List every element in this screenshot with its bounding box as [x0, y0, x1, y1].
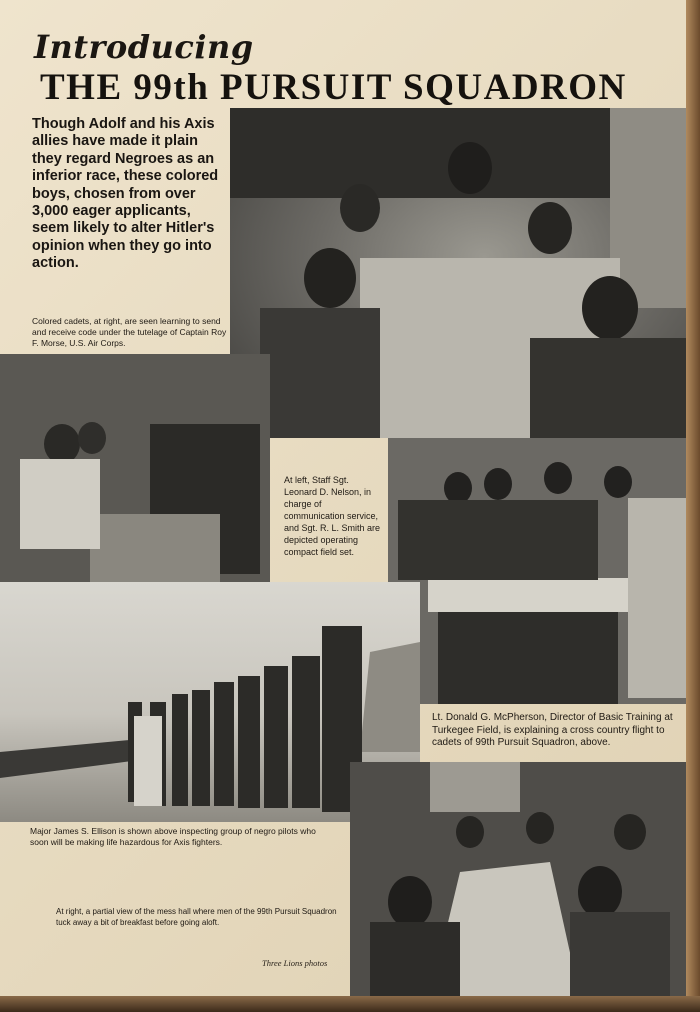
page-title: THE 99th PURSUIT SQUADRON: [40, 67, 627, 108]
lead-paragraph: Though Adolf and his Axis allies have made it plain they regard Negroes as an inferior race, these colored boys, chosen from over 3,000 eager applicants, seem likely to alter Hitler's opinion when they go into action.: [32, 116, 219, 272]
photo-credit: Three Lions photos: [262, 958, 328, 968]
caption-map-briefing: Lt. Donald G. McPherson, Director of Basic Training at Turkegee Field, is explaining a cross country flight to cadets of 99th Pursuit Squadron, above.: [432, 712, 673, 748]
caption-field-set: At left, Staff Sgt. Leonard D. Nelson, in charge of communication service, and Sgt. R. L. Smith are depicted operating compact field set.: [284, 475, 381, 557]
intro-heading: Introducing: [34, 28, 254, 66]
page-edge-right: [686, 0, 700, 1012]
page-edge-bottom: [0, 996, 700, 1012]
photo-mess-hall: [350, 762, 692, 998]
photo-field-set-figures: [0, 354, 270, 582]
caption-mess-hall: At right, a partial view of the mess hall where men of the 99th Pursuit Squadron tuck away a bit of breakfast before going aloft.: [56, 907, 337, 927]
photo-field-set: [0, 354, 270, 582]
photo-code-class-figures: [230, 108, 692, 438]
photo-code-class: [230, 108, 692, 438]
caption-inspection: Major James S. Ellison is shown above inspecting group of negro pilots who soon will be making life hazardous for Axis fighters.: [30, 826, 316, 847]
caption-code-class: Colored cadets, at right, are seen learning to send and receive code under the tutelage of Captain Roy F. Morse, U.S. Air Corps.: [32, 316, 227, 348]
photo-map-briefing: [388, 438, 692, 704]
photo-map-briefing-figures: [388, 438, 692, 704]
photo-mess-hall-figures: [350, 762, 692, 998]
